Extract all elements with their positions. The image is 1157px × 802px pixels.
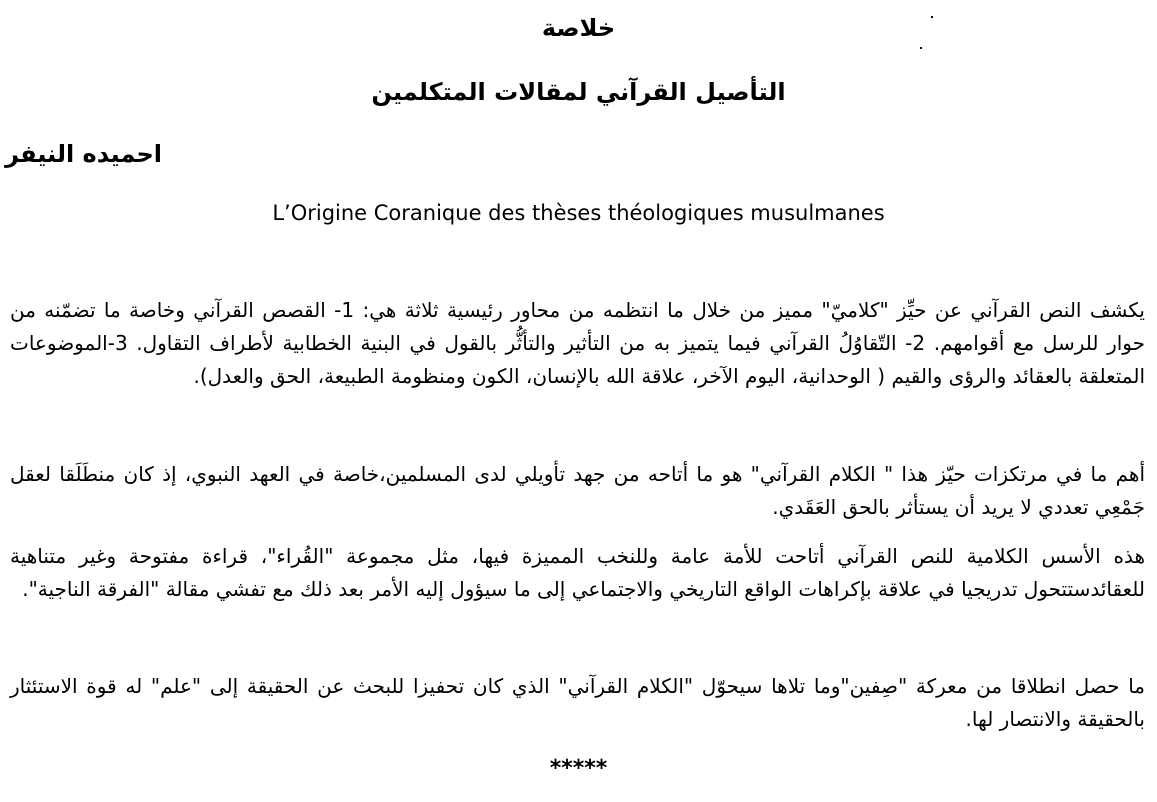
author-name: احميده النيفر: [5, 140, 162, 168]
paragraph-1: يكشف النص القرآني عن حيِّز "كلاميّ" مميز من خلال ما انتظمه من محاور رئيسية ثلاثة هي: 1- القصص القرآني وخاصة ما تضمّنه من حوار للرسل مع أقوامهم. 2- التّقاوُلُ القرآني فيما يتميز به من التأثير والتأثُّر بالقول في البنية الخطابية لأطراف التقاول. 3-الموضوعات المتعلقة بالعقائد والرؤى والقيم ( الوحدانية، اليوم الآخر، علاقة الله بالإنسان، الكون ومنظومة الطبيعة، الحق والعدل).: [10, 298, 1145, 388]
paragraph-2: أهم ما في مرتكزات حيّز هذا " الكلام القرآني" هو ما أتاحه من جهد تأويلي لدى المسلمين،خاصة في العهد النبوي، إذ كان منطَلَقا لعقل جَمْعِي تعددي لا يريد أن يستأثر بالحق العَقَدي.: [10, 462, 1145, 519]
paragraph-4: ما حصل انطلاقا من معركة "صِفين"وما تلاها سيحوّل "الكلام القرآني" الذي كان تحفيزا للبحث عن الحقيقة إلى "علم" له قوة الاستئثار بالحقيقة والانتصار لها.: [10, 674, 1145, 731]
french-title: L’Origine Coranique des thèses théologiques musulmanes: [272, 201, 885, 225]
paragraph-3: هذه الأسس الكلامية للنص القرآني أتاحت للأمة عامة وللنخب المميزة فيها، مثل مجموعة "القُراء"، قراءة مفتوحة وغير متناهية للعقائدستتحول تدريجيا في علاقة بإكراهات الواقع التاريخي والاجتماعي إلى ما سيؤول إليه الأمر بعد ذلك مع تفشي مقالة "الفرقة الناجية".: [10, 544, 1145, 601]
speck-mark: [920, 47, 922, 49]
section-separator: *****: [549, 756, 608, 781]
document-subtitle: التأصيل القرآني لمقالات المتكلمين: [371, 78, 786, 106]
document-title: خلاصة: [541, 14, 616, 42]
